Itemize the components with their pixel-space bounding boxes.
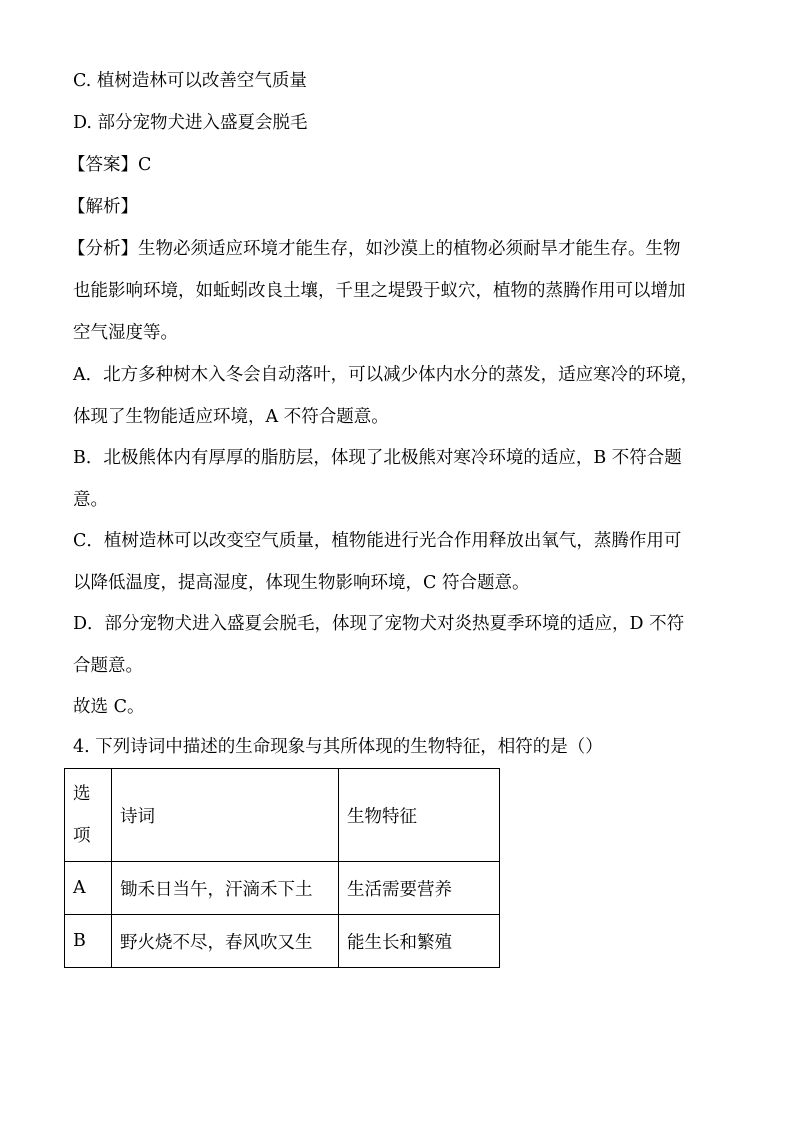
explanation-d-line-2: 合题意。 — [73, 656, 143, 676]
explanation-a-line-2: 体现了生物能适应环境，A 不符合题意。 — [73, 407, 389, 427]
question-title: 4. 下列诗词中描述的生命现象与其所体现的生物特征，相符的是（） — [73, 737, 603, 757]
table-header-feature: 生物特征 — [339, 769, 500, 862]
explanation-c-line-2: 以降低温度，提高湿度，体现生物影响环境，C 符合题意。 — [73, 573, 530, 593]
table-row — [65, 915, 500, 968]
table-header-option-line-2: 项 — [73, 826, 91, 846]
table-cell-option: A — [65, 862, 112, 915]
answer-line: 【答案】C — [68, 155, 152, 175]
analysis-text-line-2: 也能影响环境，如蚯蚓改良土壤，千里之堤毁于蚁穴，植物的蒸腾作用可以增加 — [73, 281, 686, 301]
explanation-d-line-1: D．部分宠物犬进入盛夏会脱毛，体现了宠物犬对炎热夏季环境的适应，D 不符 — [73, 614, 685, 634]
table-cell-poem: 锄禾日当午，汗滴禾下土 — [112, 862, 339, 915]
question-table — [64, 768, 500, 968]
analysis-text-line-1: 【分析】生物必须适应环境才能生存，如沙漠上的植物必须耐旱才能生存。生物 — [68, 239, 681, 259]
table-cell-feature: 生活需要营养 — [339, 862, 500, 915]
table-row — [65, 862, 500, 915]
explanation-a-line-1: A．北方多种树木入冬会自动落叶，可以减少体内水分的蒸发，适应寒冷的环境， — [73, 365, 699, 385]
final-choice-line: 故选 C。 — [73, 697, 145, 717]
analysis-text-line-3: 空气湿度等。 — [73, 323, 178, 343]
table-cell-option: B — [65, 915, 112, 968]
option-d-line: D. 部分宠物犬进入盛夏会脱毛 — [73, 113, 308, 133]
table-header-row — [65, 769, 500, 862]
table-header-option-line-1: 选 — [73, 784, 91, 804]
table-header-poem: 诗词 — [112, 769, 339, 862]
table-cell-feature: 能生长和繁殖 — [339, 915, 500, 968]
option-c-line: C. 植树造林可以改善空气质量 — [73, 71, 307, 91]
explanation-b-line-1: B．北极熊体内有厚厚的脂肪层，体现了北极熊对寒冷环境的适应，B 不符合题 — [73, 448, 682, 468]
explanation-b-line-2: 意。 — [73, 490, 108, 510]
analysis-heading: 【解析】 — [68, 197, 138, 217]
explanation-c-line-1: C．植树造林可以改变空气质量，植物能进行光合作用释放出氧气，蒸腾作用可 — [73, 531, 682, 551]
table-cell-poem: 野火烧不尽，春风吹又生 — [112, 915, 339, 968]
table-header-option — [65, 769, 112, 862]
